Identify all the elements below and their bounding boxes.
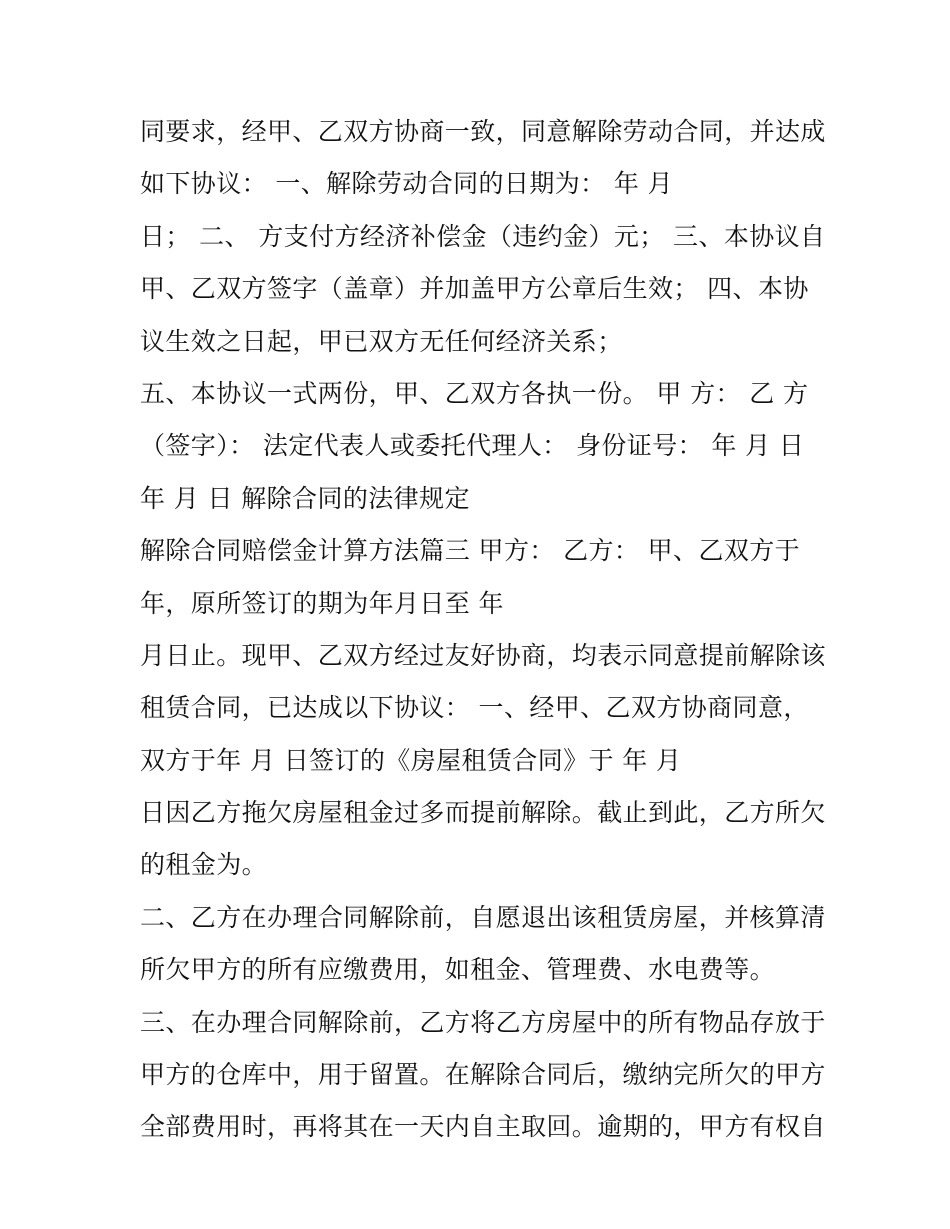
text-line: 同要求，经甲、乙双方协商一致，同意解除劳动合同，并达成 bbox=[140, 117, 826, 146]
text-line: 二、乙方在办理合同解除前，自愿退出该租赁房屋，并核算清 bbox=[140, 902, 826, 932]
text-line: 日因乙方拖欠房屋租金过多而提前解除。截止到此，乙方所欠 bbox=[140, 798, 826, 828]
text-line: 甲、乙双方签字（盖章）并加盖甲方公章后生效； 四、本协 bbox=[140, 274, 809, 304]
text-line: 所欠甲方的所有应缴费用，如租金、管理费、水电费等。 bbox=[140, 955, 776, 985]
text-line: 三、在办理合同解除前，乙方将乙方房屋中的所有物品存放于 bbox=[140, 1007, 826, 1037]
document-body bbox=[140, 106, 830, 1154]
text-line: 的租金为。 bbox=[140, 850, 268, 880]
text-line: 日； 二、 方支付方经济补偿金（违约金）元； 三、本协议自 bbox=[140, 221, 826, 251]
text-line: 全部费用时，再将其在一天内自主取回。逾期的，甲方有权自 bbox=[140, 1112, 826, 1142]
text-line: 月日止。现甲、乙双方经过友好协商，均表示同意提前解除该 bbox=[140, 640, 826, 670]
text-line: 如下协议： 一、解除劳动合同的日期为： 年 月 bbox=[140, 169, 674, 199]
text-line: 年 月 日 解除合同的法律规定 bbox=[140, 483, 470, 513]
text-line: 租赁合同，已达成以下协议： 一、经甲、乙双方协商同意， bbox=[140, 693, 809, 723]
text-line: 年，原所签订的期为年月日至 年 bbox=[140, 588, 504, 618]
text-line: 解除合同赔偿金计算方法篇三 甲方： 乙方： 甲、乙双方于 bbox=[140, 536, 801, 566]
text-line: 双方于年 月 日签订的《房屋租赁合同》于 年 月 bbox=[140, 745, 682, 775]
text-line: 五、本协议一式两份，甲、乙双方各执一份。 甲 方： 乙 方 bbox=[140, 378, 809, 408]
text-line: （签字）： 法定代表人或委托代理人： 身份证号： 年 月 日 bbox=[140, 431, 805, 461]
text-line: 甲方的仓库中，用于留置。在解除合同后，缴纳完所欠的甲方 bbox=[140, 1060, 826, 1090]
text-line: 议生效之日起，甲已双方无任何经济关系； bbox=[140, 326, 623, 356]
